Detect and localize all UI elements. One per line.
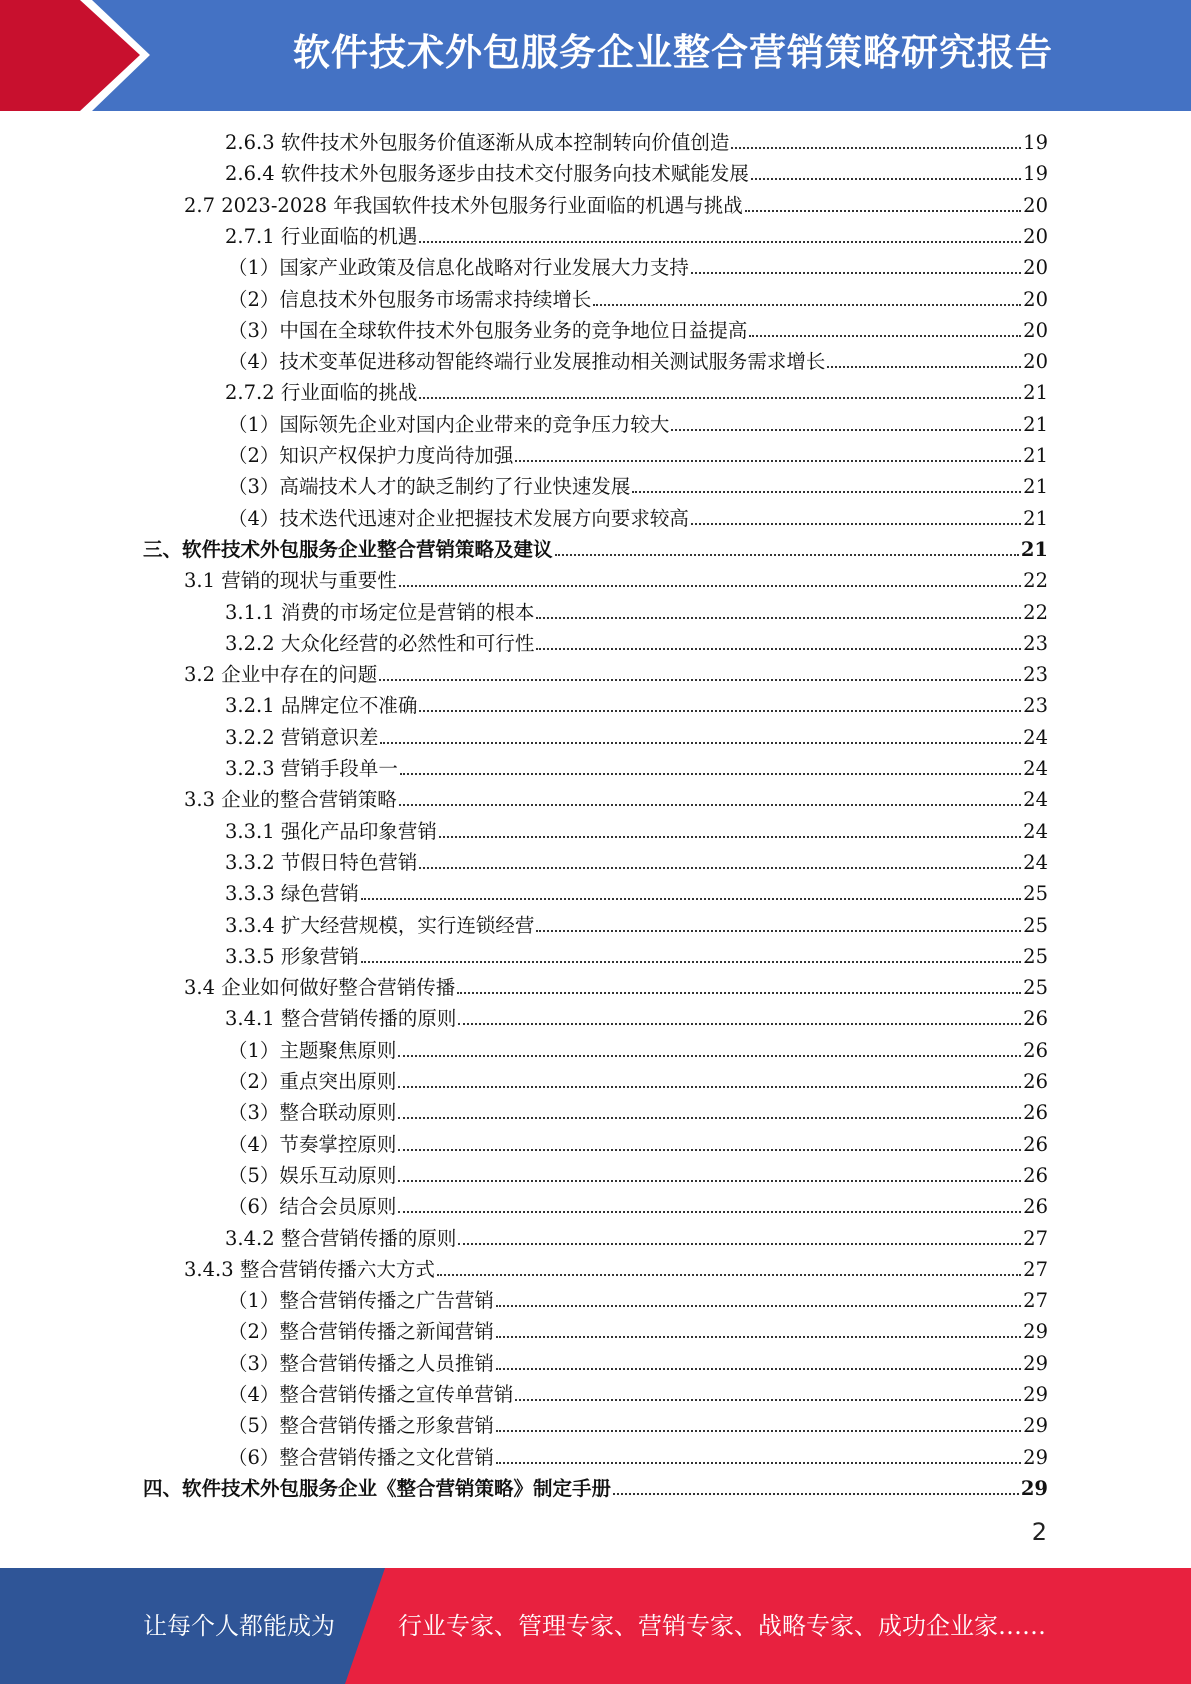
toc-entry-label: 2.7.2 行业面临的挑战 (225, 381, 418, 405)
toc-entry-page: 25 (1023, 913, 1048, 937)
toc-entry-label: 3.1.1 消费的市场定位是营销的根本 (225, 600, 535, 624)
toc-entry[interactable] (225, 910, 1048, 941)
toc-leader-dots (536, 930, 1021, 932)
toc-entry[interactable] (228, 1379, 1048, 1410)
toc-entry-label: 2.6.3 软件技术外包服务价值逐渐从成本控制转向价值创造 (225, 131, 730, 154)
toc-entry-label: 3.3.3 绿色营销 (225, 882, 359, 906)
toc-leader-dots (496, 1462, 1021, 1464)
toc-entry[interactable] (228, 284, 1048, 315)
toc-leader-dots (515, 1399, 1021, 1401)
toc-leader-dots (398, 1117, 1021, 1119)
toc-leader-dots (536, 617, 1021, 619)
toc-entry[interactable] (225, 753, 1048, 784)
toc-entry-label: （6）整合营销传播之文化营销 (228, 1445, 494, 1469)
toc-entry-page: 24 (1023, 757, 1048, 780)
toc-entry-page: 29 (1023, 1383, 1048, 1406)
toc-entry[interactable] (225, 221, 1048, 252)
toc-entry[interactable] (228, 1348, 1048, 1379)
toc-entry-page: 27 (1023, 1289, 1048, 1313)
toc-entry-label: （3）整合营销传播之人员推销 (228, 1351, 494, 1375)
toc-entry-page: 27 (1023, 1257, 1048, 1281)
toc-entry[interactable] (184, 659, 1048, 690)
page-footer (0, 1568, 1191, 1684)
toc-entry-label: （5）整合营销传播之形象营销 (228, 1414, 494, 1438)
toc-entry-page: 26 (1023, 1038, 1048, 1062)
toc-entry-label: 3.2.1 品牌定位不准确 (225, 694, 418, 718)
toc-entry-page: 29 (1023, 1414, 1048, 1438)
toc-entry-label: 3.3.5 形象营销 (225, 944, 359, 968)
toc-leader-dots (613, 1493, 1019, 1495)
toc-leader-dots (496, 1305, 1021, 1307)
toc-entry-label: 3.3 企业的整合营销策略 (184, 788, 397, 812)
toc-entry-page: 20 (1023, 193, 1048, 217)
toc-entry-page: 20 (1023, 318, 1048, 342)
toc-entry[interactable] (225, 1223, 1048, 1254)
toc-entry[interactable] (228, 1097, 1048, 1128)
toc-leader-dots (419, 710, 1021, 712)
toc-entry-page: 29 (1023, 1445, 1048, 1469)
header-red-arrow (0, 0, 150, 111)
toc-entry-label: 3.1 营销的现状与重要性 (184, 569, 397, 593)
toc-leader-dots (361, 898, 1021, 900)
toc-entry[interactable] (228, 252, 1048, 283)
toc-leader-dots (398, 1180, 1021, 1182)
toc-entry[interactable] (184, 1254, 1048, 1285)
toc-leader-dots (419, 397, 1021, 399)
toc-leader-dots (400, 773, 1021, 775)
toc-entry[interactable] (228, 346, 1048, 377)
toc-entry[interactable] (228, 1316, 1048, 1347)
toc-entry-label: （2）知识产权保护力度尚待加强 (228, 444, 514, 467)
toc-entry-page: 24 (1023, 788, 1048, 812)
toc-entry-label: （1）国际领先企业对国内企业带来的竞争压力较大 (228, 412, 670, 436)
toc-entry-label: （4）技术迭代迅速对企业把握技术发展方向要求较高 (228, 506, 689, 530)
toc-entry[interactable] (225, 158, 1048, 189)
toc-entry[interactable] (184, 190, 1048, 221)
page-number: 2 (1031, 1518, 1047, 1546)
toc-entry-label: 三、软件技术外包服务企业整合营销策略及建议 (143, 537, 553, 561)
toc-entry-page: 25 (1023, 976, 1048, 1000)
toc-entry-page: 21 (1023, 506, 1048, 530)
toc-leader-dots (691, 272, 1021, 274)
toc-entry-label: （2）信息技术外包服务市场需求持续增长 (228, 287, 592, 311)
toc-entry-label: （2）整合营销传播之新闻营销 (228, 1320, 494, 1344)
toc-entry[interactable] (228, 1285, 1048, 1316)
page-header (0, 0, 1191, 111)
toc-entry[interactable] (225, 127, 1048, 158)
toc-entry-page: 25 (1023, 944, 1048, 968)
toc-leader-dots (398, 1149, 1021, 1151)
toc-entry-page: 24 (1023, 850, 1048, 874)
toc-leader-dots (751, 178, 1021, 180)
toc-leader-dots (555, 554, 1019, 556)
toc-entry[interactable] (228, 503, 1048, 534)
toc-leader-dots (632, 491, 1021, 493)
toc-entry-label: 3.2.2 营销意识差 (225, 725, 379, 749)
toc-entry-label: 3.4.1 整合营销传播的原则 (225, 1007, 457, 1031)
toc-entry[interactable] (225, 1003, 1048, 1034)
toc-entry-label: 四、软件技术外包服务企业《整合营销策略》制定手册 (143, 1476, 612, 1500)
toc-entry-label: （5）娱乐互动原则 (228, 1163, 397, 1187)
toc-entry[interactable] (143, 1473, 1048, 1504)
toc-entry[interactable] (225, 377, 1048, 408)
toc-entry[interactable] (225, 878, 1048, 909)
toc-entry-label: （1）国家产业政策及信息化战略对行业发展大力支持 (228, 256, 689, 280)
toc-leader-dots (536, 648, 1021, 650)
toc-entry-page: 24 (1023, 819, 1048, 843)
toc-entry[interactable] (184, 972, 1048, 1003)
toc-leader-dots (399, 804, 1021, 806)
toc-leader-dots (593, 304, 1021, 306)
toc-entry-page: 21 (1023, 475, 1048, 499)
toc-entry-label: （6）结合会员原则 (228, 1195, 397, 1219)
toc-entry-page: 23 (1023, 631, 1048, 655)
toc-entry-label: （4）技术变革促进移动智能终端行业发展推动相关测试服务需求增长 (228, 350, 826, 374)
toc-entry-label: （3）整合联动原则 (228, 1101, 397, 1125)
toc-leader-dots (398, 1211, 1021, 1213)
toc-leader-dots (458, 1023, 1021, 1025)
toc-entry-page: 26 (1023, 1007, 1048, 1031)
toc-entry[interactable] (225, 816, 1048, 847)
toc-leader-dots (380, 742, 1021, 744)
toc-entry[interactable] (225, 847, 1048, 878)
toc-entry-page: 21 (1020, 537, 1048, 561)
toc-entry-page: 20 (1023, 287, 1048, 311)
toc-entry-label: 2.6.4 软件技术外包服务逐步由技术交付服务向技术赋能发展 (225, 162, 749, 186)
toc-leader-dots (398, 1055, 1021, 1057)
toc-entry-label: 3.4 企业如何做好整合营销传播 (184, 976, 456, 1000)
toc-leader-dots (457, 992, 1021, 994)
toc-entry-page: 23 (1023, 694, 1048, 718)
toc-entry-page: 25 (1023, 882, 1048, 906)
toc-entry-label: 3.4.3 整合营销传播六大方式 (184, 1257, 435, 1281)
toc-entry[interactable] (228, 1129, 1048, 1160)
toc-entry[interactable] (225, 597, 1048, 628)
toc-entry-label: 3.4.2 整合营销传播的原则 (225, 1226, 457, 1250)
toc-entry-label: （1）主题聚焦原则 (228, 1038, 397, 1062)
toc-leader-dots (398, 1086, 1021, 1088)
toc-entry[interactable] (228, 409, 1048, 440)
toc-entry[interactable] (225, 941, 1048, 972)
toc-entry-label: 3.3.2 节假日特色营销 (225, 850, 418, 874)
toc-leader-dots (419, 241, 1021, 243)
toc-entry[interactable] (228, 1442, 1048, 1473)
toc-leader-dots (496, 1430, 1021, 1432)
toc-entry[interactable] (228, 440, 1048, 471)
toc-leader-dots (691, 523, 1021, 525)
toc-entry-label: （2）重点突出原则 (228, 1070, 397, 1093)
toc-entry-label: 3.2.3 营销手段单一 (225, 757, 398, 780)
toc-entry-page: 20 (1023, 350, 1048, 374)
toc-entry-label: 2.7.1 行业面临的机遇 (225, 224, 418, 248)
toc-entry-page: 29 (1023, 1351, 1048, 1375)
toc-entry-page: 20 (1023, 224, 1048, 248)
toc-leader-dots (399, 585, 1021, 587)
toc-entry-label: （3）高端技术人才的缺乏制约了行业快速发展 (228, 475, 631, 499)
toc-leader-dots (437, 1274, 1021, 1276)
toc-entry[interactable] (184, 565, 1048, 596)
toc-entry[interactable] (228, 1066, 1048, 1097)
toc-entry-page: 20 (1023, 256, 1048, 280)
toc-entry-page: 22 (1023, 569, 1048, 593)
toc-entry-page: 19 (1023, 162, 1048, 186)
toc-entry-label: （1）整合营销传播之广告营销 (228, 1289, 494, 1313)
toc-entry-label: 3.2 企业中存在的问题 (184, 663, 378, 687)
toc-entry-label: 2.7 2023-2028 年我国软件技术外包服务行业面临的机遇与挑战 (184, 193, 743, 217)
toc-leader-dots (749, 335, 1021, 337)
toc-entry-page: 24 (1023, 725, 1048, 749)
toc-entry-page: 26 (1023, 1132, 1048, 1156)
toc-entry-page: 19 (1023, 131, 1048, 154)
footer-slogan-right: 行业专家、管理专家、营销专家、战略专家、成功企业家…… (398, 1612, 1046, 1640)
toc-entry-page: 23 (1023, 663, 1048, 687)
toc-leader-dots (458, 1243, 1021, 1245)
toc-entry-page: 22 (1023, 600, 1048, 624)
toc-entry[interactable] (228, 1410, 1048, 1441)
toc-entry-label: （4）整合营销传播之宣传单营销 (228, 1383, 514, 1406)
toc-entry-label: （4）节奏掌控原则 (228, 1132, 397, 1156)
toc-entry-page: 21 (1023, 444, 1048, 467)
toc-entry[interactable] (228, 315, 1048, 346)
toc-entry[interactable] (225, 628, 1048, 659)
toc-entry[interactable] (184, 784, 1048, 815)
toc-entry[interactable] (228, 1160, 1048, 1191)
toc-leader-dots (496, 1368, 1021, 1370)
toc-entry-page: 29 (1023, 1320, 1048, 1344)
toc-entry-page: 27 (1023, 1226, 1048, 1250)
footer-slogan-left: 让每个人都能成为 (143, 1612, 335, 1640)
toc-leader-dots (379, 679, 1021, 681)
toc-entry-page: 29 (1020, 1476, 1048, 1500)
toc-entry[interactable] (228, 1191, 1048, 1222)
toc-leader-dots (361, 961, 1021, 963)
toc-leader-dots (419, 867, 1021, 869)
toc-leader-dots (496, 1336, 1021, 1338)
toc-entry-label: 3.2.2 大众化经营的必然性和可行性 (225, 631, 535, 655)
toc-leader-dots (671, 429, 1021, 431)
toc-leader-dots (515, 460, 1021, 462)
toc-entry-page: 26 (1023, 1101, 1048, 1125)
toc-entry-page: 21 (1023, 381, 1048, 405)
report-title: 软件技术外包服务企业整合营销策略研究报告 (293, 31, 1053, 74)
toc-entry[interactable] (225, 722, 1048, 753)
toc-leader-dots (731, 147, 1021, 149)
toc-entry-label: 3.3.4 扩大经营规模，实行连锁经营 (225, 913, 535, 937)
toc-entry-page: 26 (1023, 1070, 1048, 1093)
toc-entry[interactable] (225, 690, 1048, 721)
toc-entry-page: 21 (1023, 412, 1048, 436)
toc-entry-page: 26 (1023, 1163, 1048, 1187)
toc-leader-dots (439, 836, 1021, 838)
toc-entry[interactable] (143, 534, 1048, 565)
toc-entry-label: （3）中国在全球软件技术外包服务业务的竞争地位日益提高 (228, 318, 748, 342)
toc-entry-page: 26 (1023, 1195, 1048, 1219)
toc-entry[interactable] (228, 1035, 1048, 1066)
toc-leader-dots (827, 366, 1021, 368)
toc-entry[interactable] (228, 471, 1048, 502)
toc-entry-label: 3.3.1 强化产品印象营销 (225, 819, 437, 843)
toc-leader-dots (745, 210, 1021, 212)
